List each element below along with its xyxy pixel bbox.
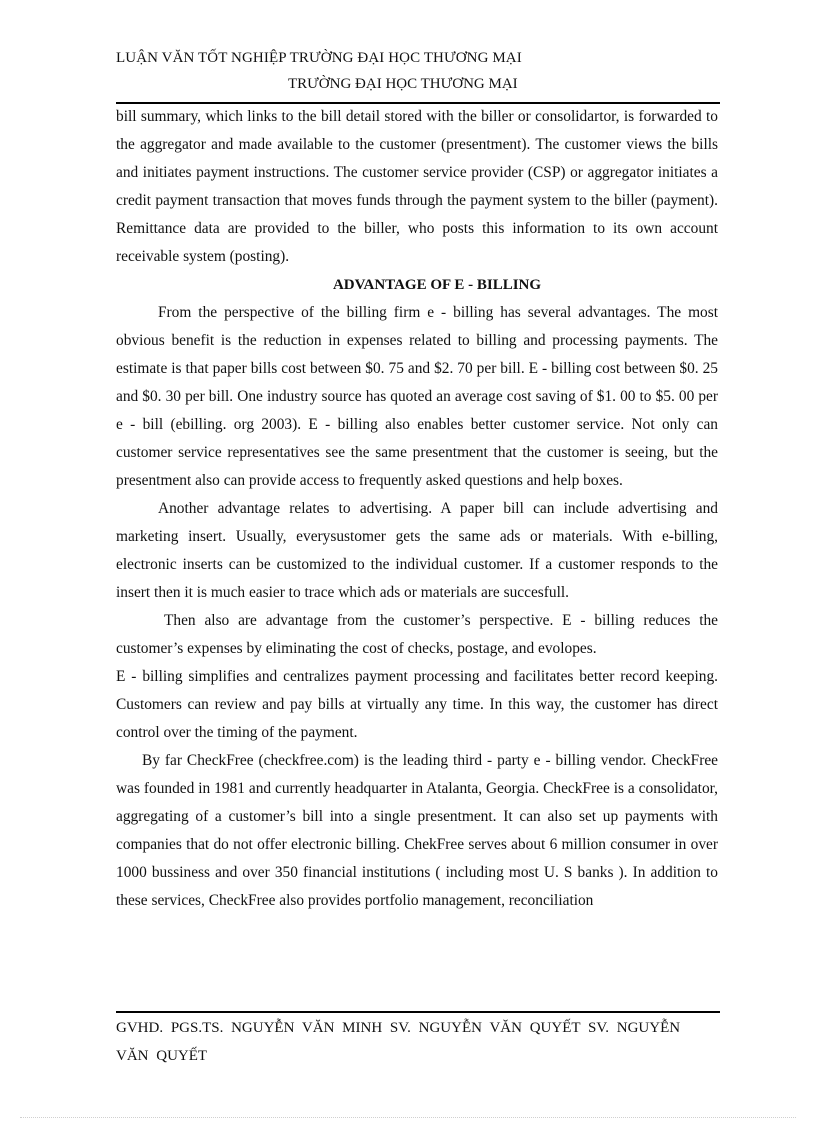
footer-divider <box>116 1011 720 1013</box>
paragraph-checkfree: By far CheckFree (checkfree.com) is the leading third - party e - billing vendor. CheckFree was founded in 1981 and currently headquarter in Atalanta, Georgia. CheckFree is a consolidator, aggregating of a customer’s bill into a single presentment. It can also set up payments with companies that do not offer electronic billing. ChekFree serves about 6 million consumer in over 1000 bussiness and over 350 financial institutions ( including most U. S banks ). In addition to these services, CheckFree also provides portfolio management, reconciliation <box>116 752 718 909</box>
document-body <box>116 103 718 915</box>
header-subtitle: TRƯỜNG ĐẠI HỌC THƯƠNG MẠI <box>288 76 518 92</box>
header-title: LUẬN VĂN TỐT NGHIỆP TRƯỜNG ĐẠI HỌC THƯƠNG MẠI <box>116 50 522 66</box>
paragraph-payment-processing: E - billing simplifies and centralizes payment processing and facilitates better record keeping. Customers can review and pay bills at virtually any time. In this way, the customer has direct control over the timing of the payment. <box>116 668 718 741</box>
paragraph-advertising: Another advantage relates to advertising. A paper bill can include advertising and marketing insert. Usually, everysustomer gets the same ads or materials. With e-billing, electronic inserts can be customized to the individual customer. If a customer responds to the insert then it is much easier to trace which ads or materials are succesfull. <box>116 500 718 601</box>
paragraph-cost-benefits: From the perspective of the billing firm e - billing has several advantages. The most obvious benefit is the reduction in expenses related to billing and processing payments. The estimate is that paper bills cost between $0. 75 and $2. 70 per bill. E - billing cost between $0. 25 and $0. 30 per bill. One industry source has quoted an average cost saving of $1. 00 to $5. 00 per e - bill (ebilling. org 2003). E - billing also enables better customer service. Not only can customer service representatives see the same presentment that the customer is seeing, but the presentment also can provide access to frequently asked questions and help boxes. <box>116 304 718 489</box>
paragraph-customer-perspective: Then also are advantage from the customer’s perspective. E - billing reduces the customer’s expenses by eliminating the cost of checks, postage, and evolopes. <box>116 612 718 657</box>
paragraph-intro: bill summary, which links to the bill detail stored with the biller or consolidartor, is forwarded to the aggregator and made available to the customer (presentment). The customer views the bills and initiates payment instructions. The customer service provider (CSP) or aggregator initiates a credit payment transaction that moves funds through the payment system to the biller (payment). Remittance data are provided to the biller, who posts this information to its own account receivable system (posting). <box>116 108 718 265</box>
section-title: ADVANTAGE OF E - BILLING <box>332 277 542 293</box>
footer-text: GVHD. PGS.TS. NGUYỄN VĂN MINH SV. NGUYỄN VĂN QUYẾT SV. NGUYỄN VĂN QUYẾT <box>116 1020 681 1064</box>
page-bottom-border <box>20 1117 796 1118</box>
